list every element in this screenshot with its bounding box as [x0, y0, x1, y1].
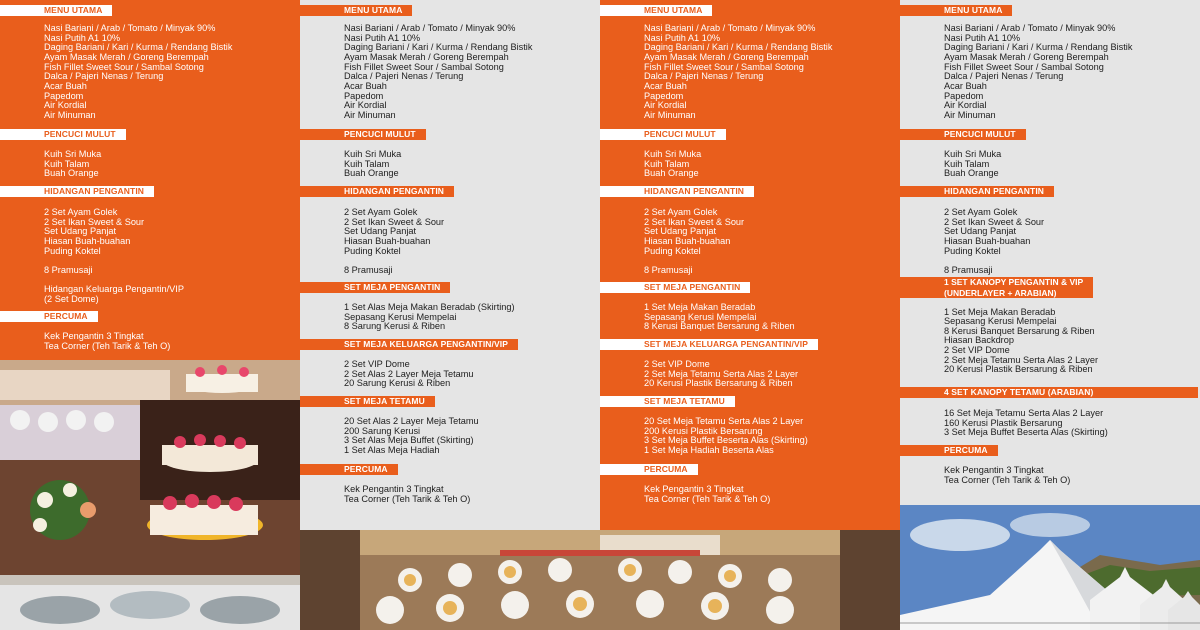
menu-item: 2 Set VIP Dome: [344, 359, 410, 369]
menu-item: Dalca / Pajeri Nenas / Terung: [944, 71, 1064, 82]
section-percuma: [600, 459, 900, 504]
section-heading: SET MEJA KELUARGA PENGANTIN/VIP: [600, 339, 818, 350]
menu-item: Kuih Sri Muka: [344, 149, 402, 159]
menu-item: Acar Buah: [44, 80, 87, 91]
menu-item: Hiasan Backdrop: [944, 335, 1014, 346]
section-heading: 4 SET KANOPY TETAMU (ARABIAN): [900, 387, 1198, 398]
package-column-4: [900, 0, 1200, 630]
menu-item: 2 Set Meja Tetamu Serta Alas 2 Layer: [644, 368, 799, 379]
section-heading: MENU UTAMA: [600, 5, 712, 16]
section-heading: SET MEJA TETAMU: [300, 396, 435, 407]
pramusaji-text: 8 Pramusaji: [944, 264, 993, 275]
menu-item: Sepasang Kerusi Mempelai: [944, 316, 1057, 327]
menu-item: 160 Kerusi Plastik Bersarung: [944, 417, 1063, 428]
menu-item: Dalca / Pajeri Nenas / Terung: [344, 71, 464, 82]
menu-item: Daging Bariani / Kari / Kurma / Rendang Bistik: [344, 42, 533, 53]
menu-item: Puding Koktel: [44, 245, 101, 256]
menu-item: Air Kordial: [344, 100, 387, 111]
pramusaji-text: 8 Pramusaji: [44, 264, 93, 275]
menu-item: Kek Pengantin 3 Tingkat: [44, 331, 144, 341]
section-heading: HIDANGAN PENGANTIN: [0, 186, 154, 197]
menu-item: Acar Buah: [644, 80, 687, 91]
menu-item: Puding Koktel: [644, 245, 701, 256]
menu-item: 2 Set VIP Dome: [644, 359, 710, 369]
canopy-tents-photo: [900, 505, 1200, 630]
menu-item: Ayam Masak Merah / Goreng Berempah: [44, 51, 209, 62]
menu-item: Tea Corner (Teh Tarik & Teh O): [644, 493, 771, 504]
section-percuma: [0, 306, 300, 351]
menu-item: Nasi Putih A1 10%: [944, 32, 1021, 43]
menu-item: Kek Pengantin 3 Tingkat: [944, 465, 1044, 475]
menu-item: Kek Pengantin 3 Tingkat: [644, 484, 744, 494]
section-set-meja-tetamu: [600, 391, 900, 456]
menu-item: Nasi Putih A1 10%: [344, 32, 421, 43]
section-heading: PERCUMA: [600, 464, 698, 475]
menu-item: 1 Set Alas Meja Makan Beradab (Skirting): [344, 302, 515, 312]
section-heading: SET MEJA TETAMU: [600, 396, 735, 407]
menu-item: Air Kordial: [644, 100, 687, 111]
section-menu-utama: [300, 0, 600, 121]
section-heading: MENU UTAMA: [900, 5, 1012, 16]
section-heading: PERCUMA: [0, 311, 98, 322]
menu-item: 8 Kerusi Banquet Bersarung & Riben: [644, 321, 795, 332]
menu-item: Kuih Talam: [344, 158, 390, 169]
menu-item: 2 Set Ikan Sweet & Sour: [344, 216, 445, 227]
menu-item: 8 Kerusi Banquet Bersarung & Riben: [944, 325, 1095, 336]
menu-item: Daging Bariani / Kari / Kurma / Rendang Bistik: [44, 42, 233, 53]
menu-item: 2 Set Ayam Golek: [644, 207, 718, 217]
section-menu-utama: [600, 0, 900, 121]
section-heading: MENU UTAMA: [300, 5, 412, 16]
menu-item: Fish Fillet Sweet Sour / Sambal Sotong: [644, 61, 804, 72]
menu-item: Papedom: [644, 90, 684, 101]
menu-item: Puding Koktel: [944, 245, 1001, 256]
menu-item: Acar Buah: [944, 80, 987, 91]
menu-item: Kuih Sri Muka: [644, 149, 702, 159]
wedding-cake-photo: [0, 360, 300, 630]
section-hidangan-pengantin: [300, 181, 600, 276]
menu-item: Air Kordial: [944, 100, 987, 111]
section-heading: PERCUMA: [900, 445, 998, 456]
section-heading: PENCUCI MULUT: [600, 129, 726, 140]
section-menu-utama: [0, 0, 300, 121]
menu-item: 1 Set Meja Makan Beradab: [944, 306, 1056, 317]
section-heading-sub: (UNDERLAYER + ARABIAN): [944, 287, 1057, 298]
section-kanopy-pengantin: [900, 277, 1200, 375]
menu-item: Tea Corner (Teh Tarik & Teh O): [344, 493, 471, 504]
menu-item: 1 Set Meja Makan Beradab: [644, 302, 756, 312]
menu-item: Dalca / Pajeri Nenas / Terung: [644, 71, 764, 82]
menu-item: Daging Bariani / Kari / Kurma / Rendang Bistik: [644, 42, 833, 53]
section-heading: 1 SET KANOPY PENGANTIN & VIP: [944, 277, 1084, 287]
menu-item: Fish Fillet Sweet Sour / Sambal Sotong: [44, 61, 204, 72]
menu-item: 16 Set Meja Tetamu Serta Alas 2 Layer: [944, 408, 1104, 418]
menu-item: Buah Orange: [44, 168, 99, 179]
section-pencuci-mulut: [300, 124, 600, 179]
section-heading: PERCUMA: [300, 464, 398, 475]
menu-item: Air Kordial: [44, 100, 87, 111]
menu-item: Buah Orange: [944, 168, 999, 179]
menu-item: Papedom: [944, 90, 984, 101]
menu-item: 1 Set Alas Meja Hadiah: [344, 444, 440, 455]
menu-item: Dalca / Pajeri Nenas / Terung: [44, 71, 164, 82]
menu-item: Papedom: [344, 90, 384, 101]
menu-item: Hiasan Buah-buahan: [944, 235, 1031, 246]
section-heading: PENCUCI MULUT: [0, 129, 126, 140]
menu-item: 2 Set VIP Dome: [944, 345, 1010, 356]
menu-item: Hiasan Buah-buahan: [44, 235, 131, 246]
menu-item: Air Minuman: [344, 109, 396, 120]
menu-item: 2 Set Ikan Sweet & Sour: [644, 216, 745, 227]
menu-item: 2 Set Alas 2 Layer Meja Tetamu: [344, 368, 474, 379]
menu-item: Tea Corner (Teh Tarik & Teh O): [44, 340, 171, 351]
menu-item: Kuih Talam: [644, 158, 690, 169]
pramusaji-text: 8 Pramusaji: [344, 264, 393, 275]
menu-item: 3 Set Meja Buffet Beserta Alas (Skirting): [644, 435, 808, 446]
menu-item: Hiasan Buah-buahan: [344, 235, 431, 246]
menu-item: Sepasang Kerusi Mempelai: [644, 311, 757, 322]
menu-item: Buah Orange: [344, 168, 399, 179]
section-set-meja-pengantin: [600, 277, 900, 332]
menu-item: 20 Sarung Kerusi & Riben: [344, 378, 451, 389]
section-kanopy-tetamu: [900, 382, 1200, 438]
menu-item: Air Minuman: [644, 109, 696, 120]
menu-item: 20 Kerusi Plastik Bersarung & Riben: [644, 378, 793, 389]
menu-item: Ayam Masak Merah / Goreng Berempah: [944, 51, 1109, 62]
menu-item: Nasi Bariani / Arab / Tomato / Minyak 90%: [944, 23, 1116, 33]
menu-item: 200 Kerusi Plastik Bersarung: [644, 425, 763, 436]
menu-item: 2 Set Meja Tetamu Serta Alas 2 Layer: [944, 354, 1099, 365]
menu-item: 20 Set Alas 2 Layer Meja Tetamu: [344, 416, 479, 426]
pramusaji-text: 8 Pramusaji: [644, 264, 693, 275]
menu-item: Nasi Bariani / Arab / Tomato / Minyak 90%: [44, 23, 216, 33]
section-hidangan-pengantin: [600, 181, 900, 276]
section-set-meja-keluarga: [600, 334, 900, 389]
package-column-1: [0, 0, 300, 630]
section-percuma: [300, 459, 600, 504]
menu-item: Acar Buah: [344, 80, 387, 91]
menu-item: 20 Set Meja Tetamu Serta Alas 2 Layer: [644, 416, 804, 426]
section-heading: SET MEJA PENGANTIN: [600, 282, 750, 293]
section-heading: HIDANGAN PENGANTIN: [300, 186, 454, 197]
vip-text: (2 Set Dome): [44, 293, 99, 304]
menu-item: 2 Set Ayam Golek: [344, 207, 418, 217]
section-hidangan-pengantin: [900, 181, 1200, 276]
menu-item: 2 Set Ikan Sweet & Sour: [44, 216, 145, 227]
section-heading: HIDANGAN PENGANTIN: [600, 186, 754, 197]
section-heading: MENU UTAMA: [0, 5, 112, 16]
menu-item: 20 Kerusi Plastik Bersarung & Riben: [944, 364, 1093, 375]
menu-item: 200 Sarung Kerusi: [344, 425, 421, 436]
menu-item: Papedom: [44, 90, 84, 101]
menu-item: 2 Set Ayam Golek: [44, 207, 118, 217]
vip-text: Hidangan Keluarga Pengantin/VIP: [44, 284, 184, 295]
menu-item: 2 Set Ayam Golek: [944, 207, 1018, 217]
section-percuma: [900, 440, 1200, 485]
menu-item: Tea Corner (Teh Tarik & Teh O): [944, 474, 1071, 485]
section-heading: PENCUCI MULUT: [300, 129, 426, 140]
menu-item: Kuih Sri Muka: [944, 149, 1002, 159]
menu-item: Puding Koktel: [344, 245, 401, 256]
menu-item: Nasi Bariani / Arab / Tomato / Minyak 90%: [344, 23, 516, 33]
menu-item: Air Minuman: [44, 109, 96, 120]
menu-item: 1 Set Meja Hadiah Beserta Alas: [644, 444, 774, 455]
section-set-meja-tetamu: [300, 391, 600, 456]
menu-item: Fish Fillet Sweet Sour / Sambal Sotong: [944, 61, 1104, 72]
menu-item: Kek Pengantin 3 Tingkat: [344, 484, 444, 494]
menu-item: Set Udang Panjat: [644, 226, 717, 237]
menu-item: Ayam Masak Merah / Goreng Berempah: [644, 51, 809, 62]
section-menu-utama: [900, 0, 1200, 121]
menu-item: Fish Fillet Sweet Sour / Sambal Sotong: [344, 61, 504, 72]
menu-item: Nasi Putih A1 10%: [644, 32, 721, 43]
menu-item: Hiasan Buah-buahan: [644, 235, 731, 246]
menu-item: Buah Orange: [644, 168, 699, 179]
menu-item: Ayam Masak Merah / Goreng Berempah: [344, 51, 509, 62]
menu-item: Kuih Talam: [944, 158, 990, 169]
menu-item: Nasi Putih A1 10%: [44, 32, 121, 43]
menu-item: Daging Bariani / Kari / Kurma / Rendang Bistik: [944, 42, 1133, 53]
menu-item: Kuih Talam: [44, 158, 90, 169]
menu-item: Set Udang Panjat: [44, 226, 117, 237]
section-set-meja-pengantin: [300, 277, 600, 332]
menu-item: Nasi Bariani / Arab / Tomato / Minyak 90%: [644, 23, 816, 33]
section-heading: HIDANGAN PENGANTIN: [900, 186, 1054, 197]
section-heading: SET MEJA PENGANTIN: [300, 282, 450, 293]
menu-item: 8 Sarung Kerusi & Riben: [344, 321, 446, 332]
menu-item: Kuih Sri Muka: [44, 149, 102, 159]
menu-item: Sepasang Kerusi Mempelai: [344, 311, 457, 322]
section-pencuci-mulut: [900, 124, 1200, 179]
menu-item: Set Udang Panjat: [944, 226, 1017, 237]
section-heading: SET MEJA KELUARGA PENGANTIN/VIP: [300, 339, 518, 350]
section-set-meja-keluarga: [300, 334, 600, 389]
menu-item: Set Udang Panjat: [344, 226, 417, 237]
menu-item: 3 Set Alas Meja Buffet (Skirting): [344, 435, 474, 446]
menu-item: 3 Set Meja Buffet Beserta Alas (Skirting): [944, 427, 1108, 438]
menu-item: Air Minuman: [944, 109, 996, 120]
section-heading: PENCUCI MULUT: [900, 129, 1026, 140]
section-hidangan-pengantin: [0, 181, 300, 305]
banquet-hall-photo: [300, 530, 900, 630]
section-pencuci-mulut: [600, 124, 900, 179]
section-pencuci-mulut: [0, 124, 300, 179]
menu-item: 2 Set Ikan Sweet & Sour: [944, 216, 1045, 227]
